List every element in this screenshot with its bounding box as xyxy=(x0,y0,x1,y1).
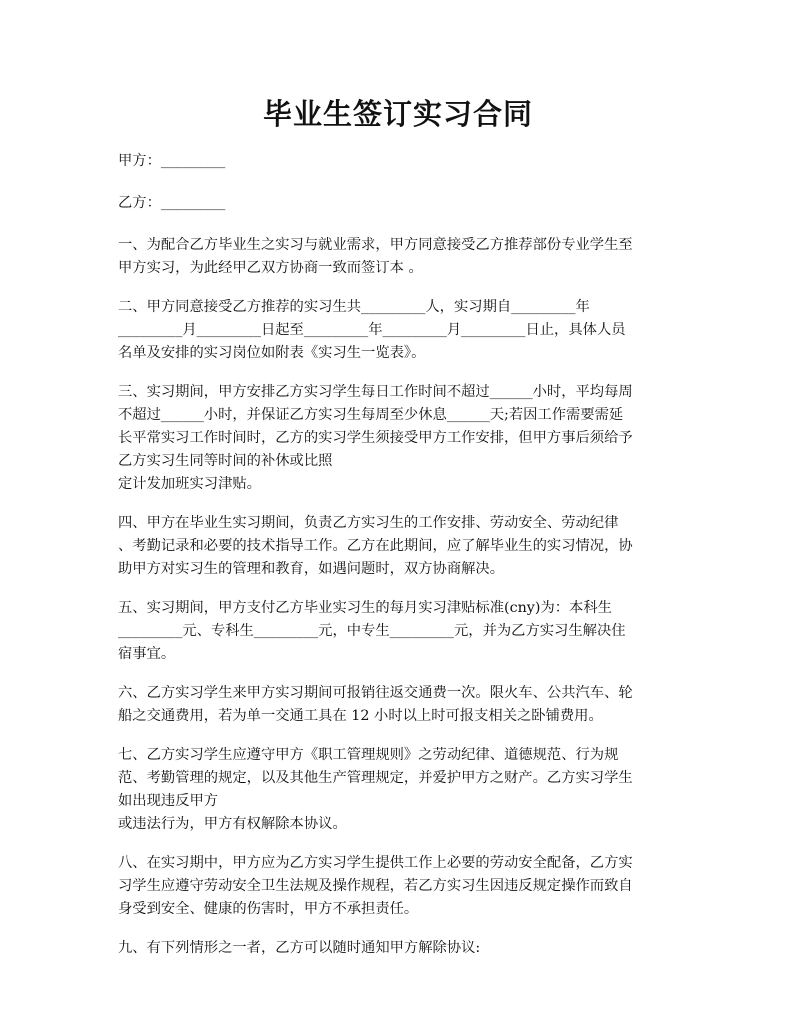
clause-line: 三、实习期间，甲方安排乙方实习学生每日工作时间不超过______小时，平均每周 xyxy=(118,384,633,400)
clause-paragraph xyxy=(118,597,684,666)
clause-line: 船之交通费用，若为单一交通工具在 12 小时以上时可报支相关之卧铺费用。 xyxy=(118,708,603,724)
clauses xyxy=(118,234,684,960)
clause-line: 定计发加班实习津贴。 xyxy=(118,476,261,492)
clause-paragraph xyxy=(118,852,684,921)
clause-line: 二、甲方同意接受乙方推荐的实习生共_________人，实习期自_________年 xyxy=(118,299,590,315)
clause-paragraph xyxy=(118,381,684,496)
clause-paragraph xyxy=(118,682,684,728)
clause-paragraph xyxy=(118,937,684,960)
clause-line: _________元、专科生_________元，中专生_________元，并为乙方实习生解决住 xyxy=(118,623,626,639)
clause-paragraph xyxy=(118,512,684,581)
document-title: 毕业生签订实习合同 xyxy=(262,97,533,131)
clause-line: 甲方实习，为此经甲乙双方协商一致而签订本 。 xyxy=(118,260,423,276)
clause-line: 六、乙方实习学生来甲方实习期间可报销往返交通费一次。限火车、公共汽车、轮 xyxy=(118,685,633,701)
party-a-line: 甲方：_________ xyxy=(118,153,226,169)
clause-line: 八、在实习期中，甲方应为乙方实习学生提供工作上必要的劳动安全配备，乙方实 xyxy=(118,855,633,871)
document-body xyxy=(118,150,684,976)
clause-line: 四、甲方在毕业生实习期间，负责乙方实习生的工作安排、劳动安全、劳动纪律 xyxy=(118,515,619,531)
clause-line: 一、为配合乙方毕业生之实习与就业需求，甲方同意接受乙方推荐部份专业学生至 xyxy=(118,237,633,253)
clause-line: 五、实习期间，甲方支付乙方毕业实习生的每月实习津贴标准(cny)为：本科生 xyxy=(118,600,612,616)
clause-line: 九、有下列情形之一者，乙方可以随时通知甲方解除协议: xyxy=(118,940,481,956)
clause-line: 、考勤记录和必要的技术指导工作。乙方在此期间，应了解毕业生的实习情况，协 xyxy=(118,538,633,554)
clause-line: 乙方实习生同等时间的补休或比照 xyxy=(118,453,333,469)
clause-line: _________月_________日起至_________年_________月_________日止，具体人员 xyxy=(118,322,626,338)
clause-line: 或违法行为，甲方有权解除本协议。 xyxy=(118,816,347,832)
clause-line: 习学生应遵守劳动安全卫生法规及操作规程，若乙方实习生因违反规定操作而致自 xyxy=(118,878,633,894)
clause-line: 七、乙方实习学生应遵守甲方《职工管理规则》之劳动纪律、道德规范、行为规 xyxy=(118,747,619,763)
clause-line: 长平常实习工作时间时，乙方的实习学生须接受甲方工作安排，但甲方事后须给予 xyxy=(118,430,633,446)
clause-line: 名单及安排的实习岗位如附表《实习生一览表》。 xyxy=(118,345,426,361)
party-b-line: 乙方：_________ xyxy=(118,195,226,211)
clause-paragraph xyxy=(118,234,684,280)
clause-line: 宿事宜。 xyxy=(118,646,176,662)
clause-line: 如出现违反甲方 xyxy=(118,793,219,809)
clause-line: 范、考勤管理的规定，以及其他生产管理规定，并爱护甲方之财产。乙方实习学生 xyxy=(118,770,633,786)
clause-paragraph xyxy=(118,744,684,836)
clause-line: 不超过______小时，并保证乙方实习生每周至少休息______天;若因工作需要需延 xyxy=(118,407,624,423)
clause-line: 助甲方对实习生的管理和教育，如遇问题时，双方协商解决。 xyxy=(118,561,505,577)
clause-line: 身受到安全、健康的伤害时，甲方不承担责任。 xyxy=(118,901,419,917)
clause-paragraph xyxy=(118,296,684,365)
